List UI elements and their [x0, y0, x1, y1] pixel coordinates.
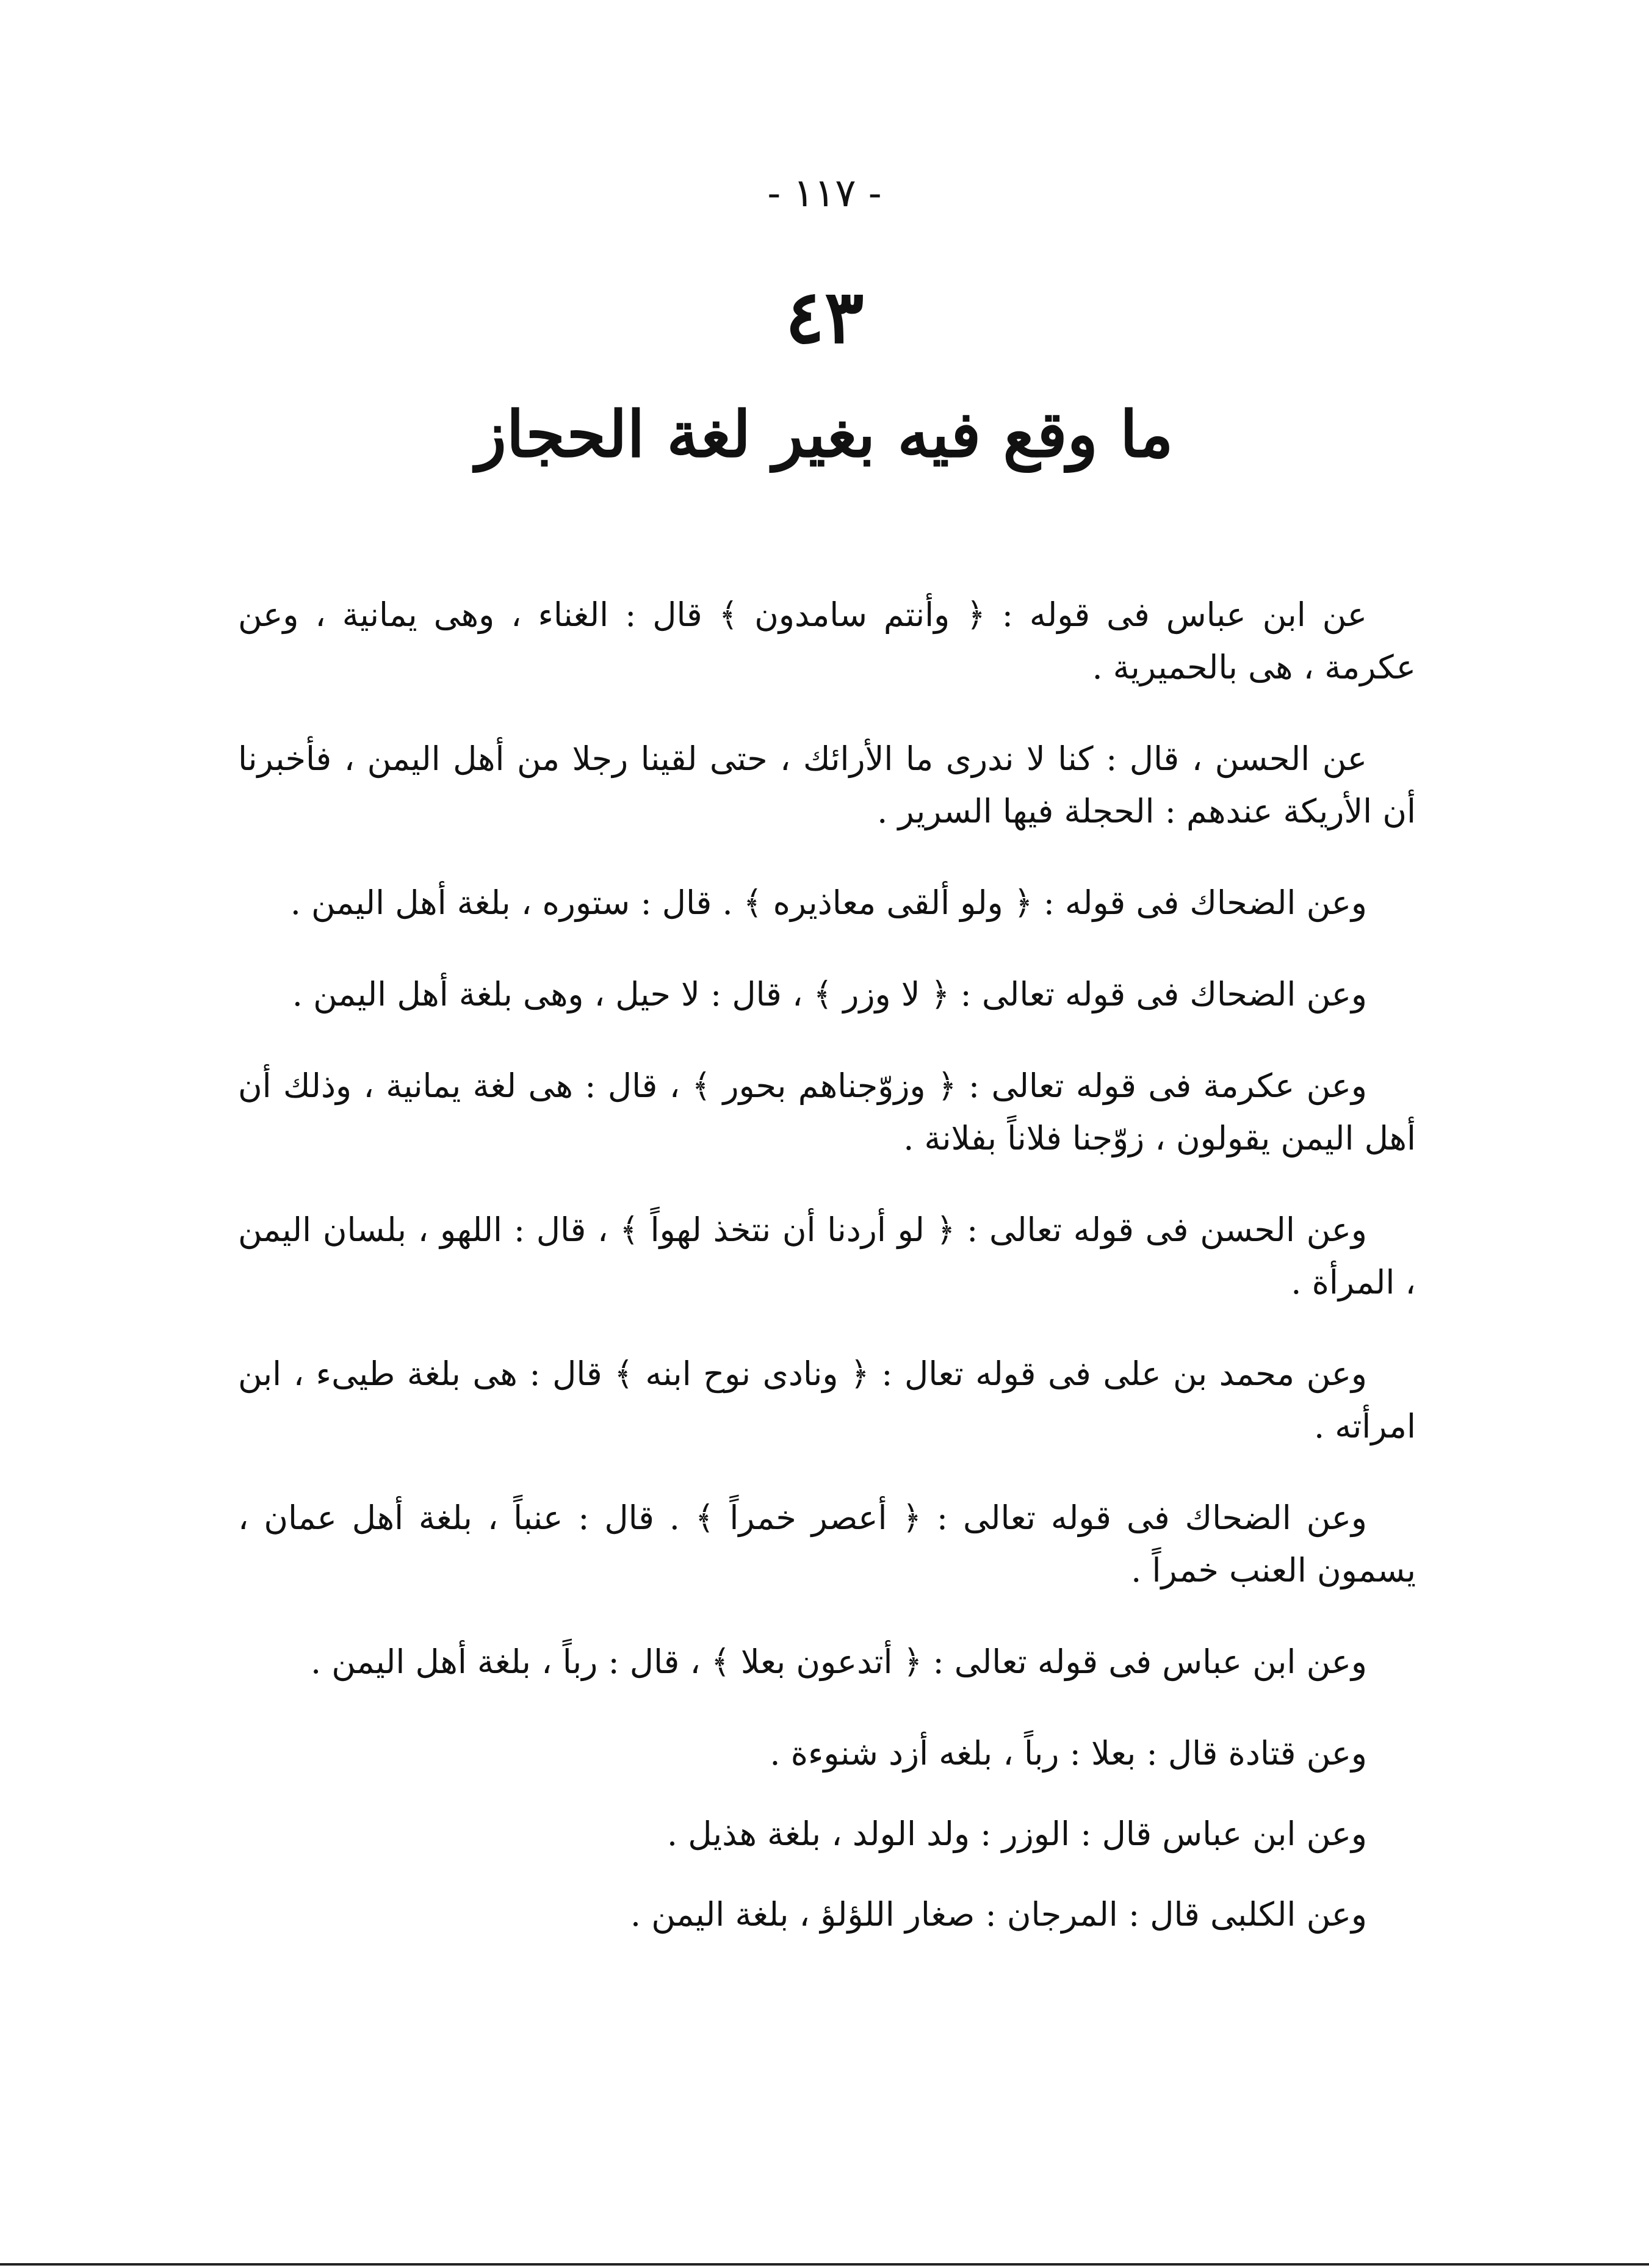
paragraph: عن الحسن ، قال : كنا لا ندرى ما الأرائك ، حتى لقينا رجلا من أهل اليمن ، فأخبرنا أن الأريكة عندهم : الحجلة فيها السرير .: [238, 740, 1416, 830]
chapter-title: ما وقع فيه بغير لغة الحجاز: [475, 397, 1174, 472]
paragraph: وعن ابن عباس فى قوله تعالى : ﴿ أتدعون بعلا ﴾ ، قال : رباً ، بلغة أهل اليمن .: [310, 1643, 1367, 1681]
paragraph: وعن الحسن فى قوله تعالى : ﴿ لو أردنا أن نتخذ لهواً ﴾ ، قال : اللهو ، بلسان اليمن ، المرأة .: [238, 1211, 1416, 1301]
paragraph: عن ابن عباس فى قوله : ﴿ وأنتم سامدون ﴾ قال : الغناء ، وهى يمانية ، وعن عكرمة ، هى بالحميرية .: [238, 596, 1416, 686]
paragraph: وعن الضحاك فى قوله تعالى : ﴿ لا وزر ﴾ ، قال : لا حيل ، وهى بلغة أهل اليمن .: [292, 975, 1367, 1013]
chapter-number: ٤٣: [785, 274, 864, 360]
paragraph: وعن قتادة قال : بعلا : رباً ، بلغه أزد شنوءة .: [770, 1734, 1367, 1773]
paragraph: وعن الضحاك فى قوله تعالى : ﴿ أعصر خمراً ﴾ . قال : عنباً ، بلغة أهل عمان ، يسمون العنب خمراً .: [238, 1499, 1416, 1589]
page-number: - ١١٧ -: [767, 171, 882, 216]
paragraph: وعن عكرمة فى قوله تعالى : ﴿ وزوّجناهم بحور ﴾ ، قال : هى لغة يمانية ، وذلك أن أهل اليمن يقولون ، زوّجنا فلاناً بفلانة .: [238, 1067, 1416, 1157]
paragraph: وعن الضحاك فى قوله : ﴿ ولو ألقى معاذيره ﴾ . قال : ستوره ، بلغة أهل اليمن .: [290, 884, 1367, 922]
body-text: [238, 589, 1416, 1969]
paragraph: وعن محمد بن على فى قوله تعال : ﴿ ونادى نوح ابنه ﴾ قال : هى بلغة طيىء ، ابن امرأته .: [238, 1355, 1416, 1445]
paragraph: وعن ابن عباس قال : الوزر : ولد الولد ، بلغة هذيل .: [666, 1815, 1367, 1853]
paragraph: وعن الكلبى قال : المرجان : صغار اللؤلؤ ، بلغة اليمن .: [630, 1895, 1367, 1934]
